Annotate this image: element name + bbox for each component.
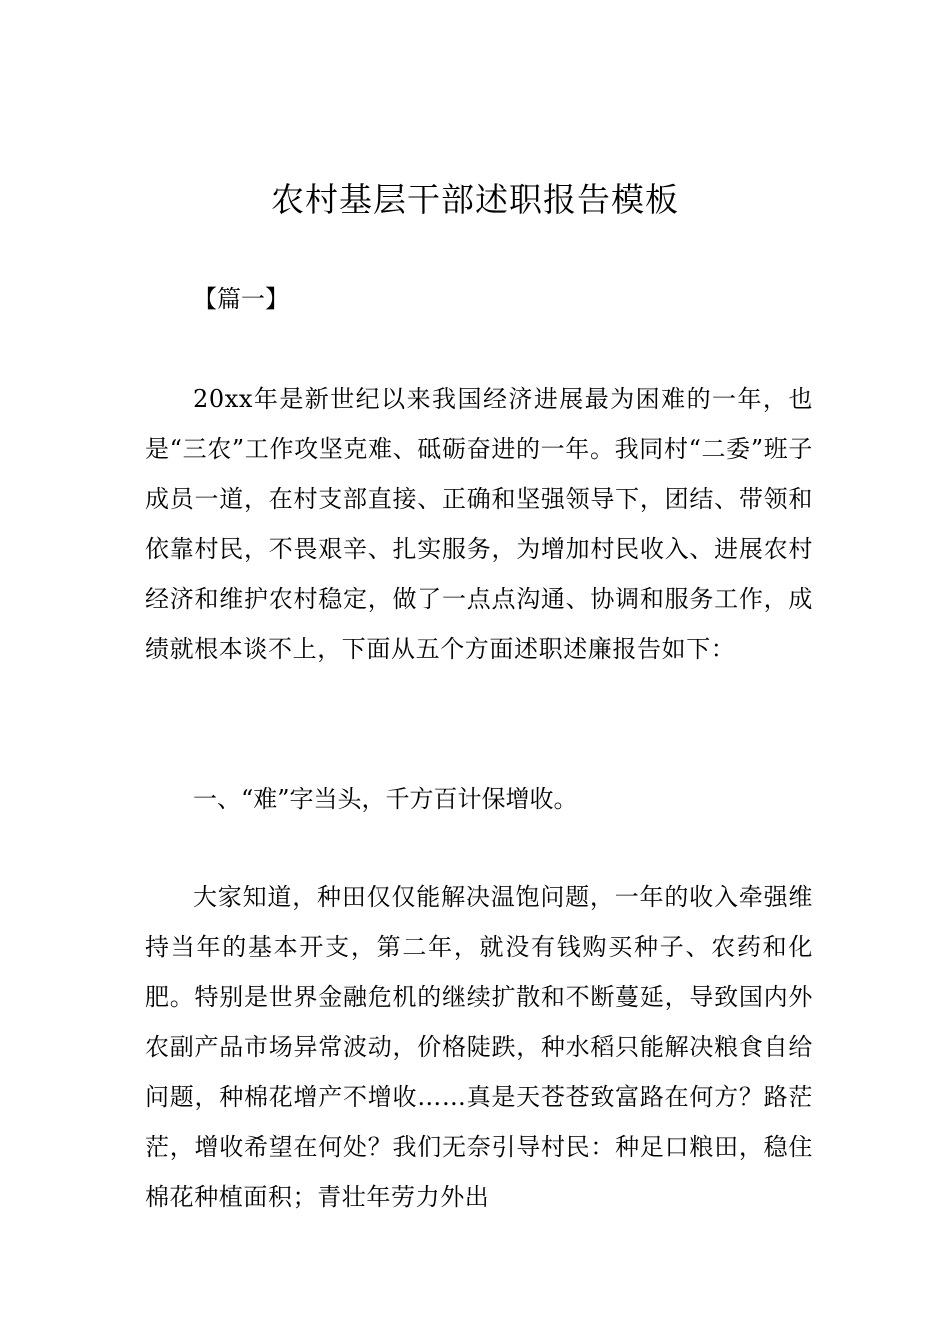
intro-paragraph: 20xx年是新世纪以来我国经济进展最为困难的一年，也是“三农”工作攻坚克难、砥砺奋进的一年。我同村“二委”班子成员一道，在村支部直接、正确和坚强领导下，团结、带领和依靠村民，不畏艰辛、扎实服务，为增加村民收入、进展农村经济和维护农村稳定，做了一点点沟通、协调和服务工作，成绩就根本谈不上，下面从五个方面述职述廉报告如下： (145, 385, 813, 663)
section-label: 【篇一】 (193, 285, 289, 313)
section-heading-1: 一、“难”字当头，千方百计保增收。 (193, 785, 578, 813)
body-paragraph: 大家知道，种田仅仅能解决温饱问题，一年的收入牵强维持当年的基本开支，第二年，就没有钱购买种子、农药和化肥。特别是世界金融危机的继续扩散和不断蔓延，导致国内外农副产品市场异常波动，价格陡跌，种水稻只能解决粮食自给问题，种棉花增产不增收……真是天苍苍致富路在何方？路茫茫，增收希望在何处？我们无奈引导村民：种足口粮田，稳住棉花种植面积；青壮年劳力外出 (145, 883, 813, 1211)
document-title: 农村基层干部述职报告模板 (271, 180, 679, 219)
